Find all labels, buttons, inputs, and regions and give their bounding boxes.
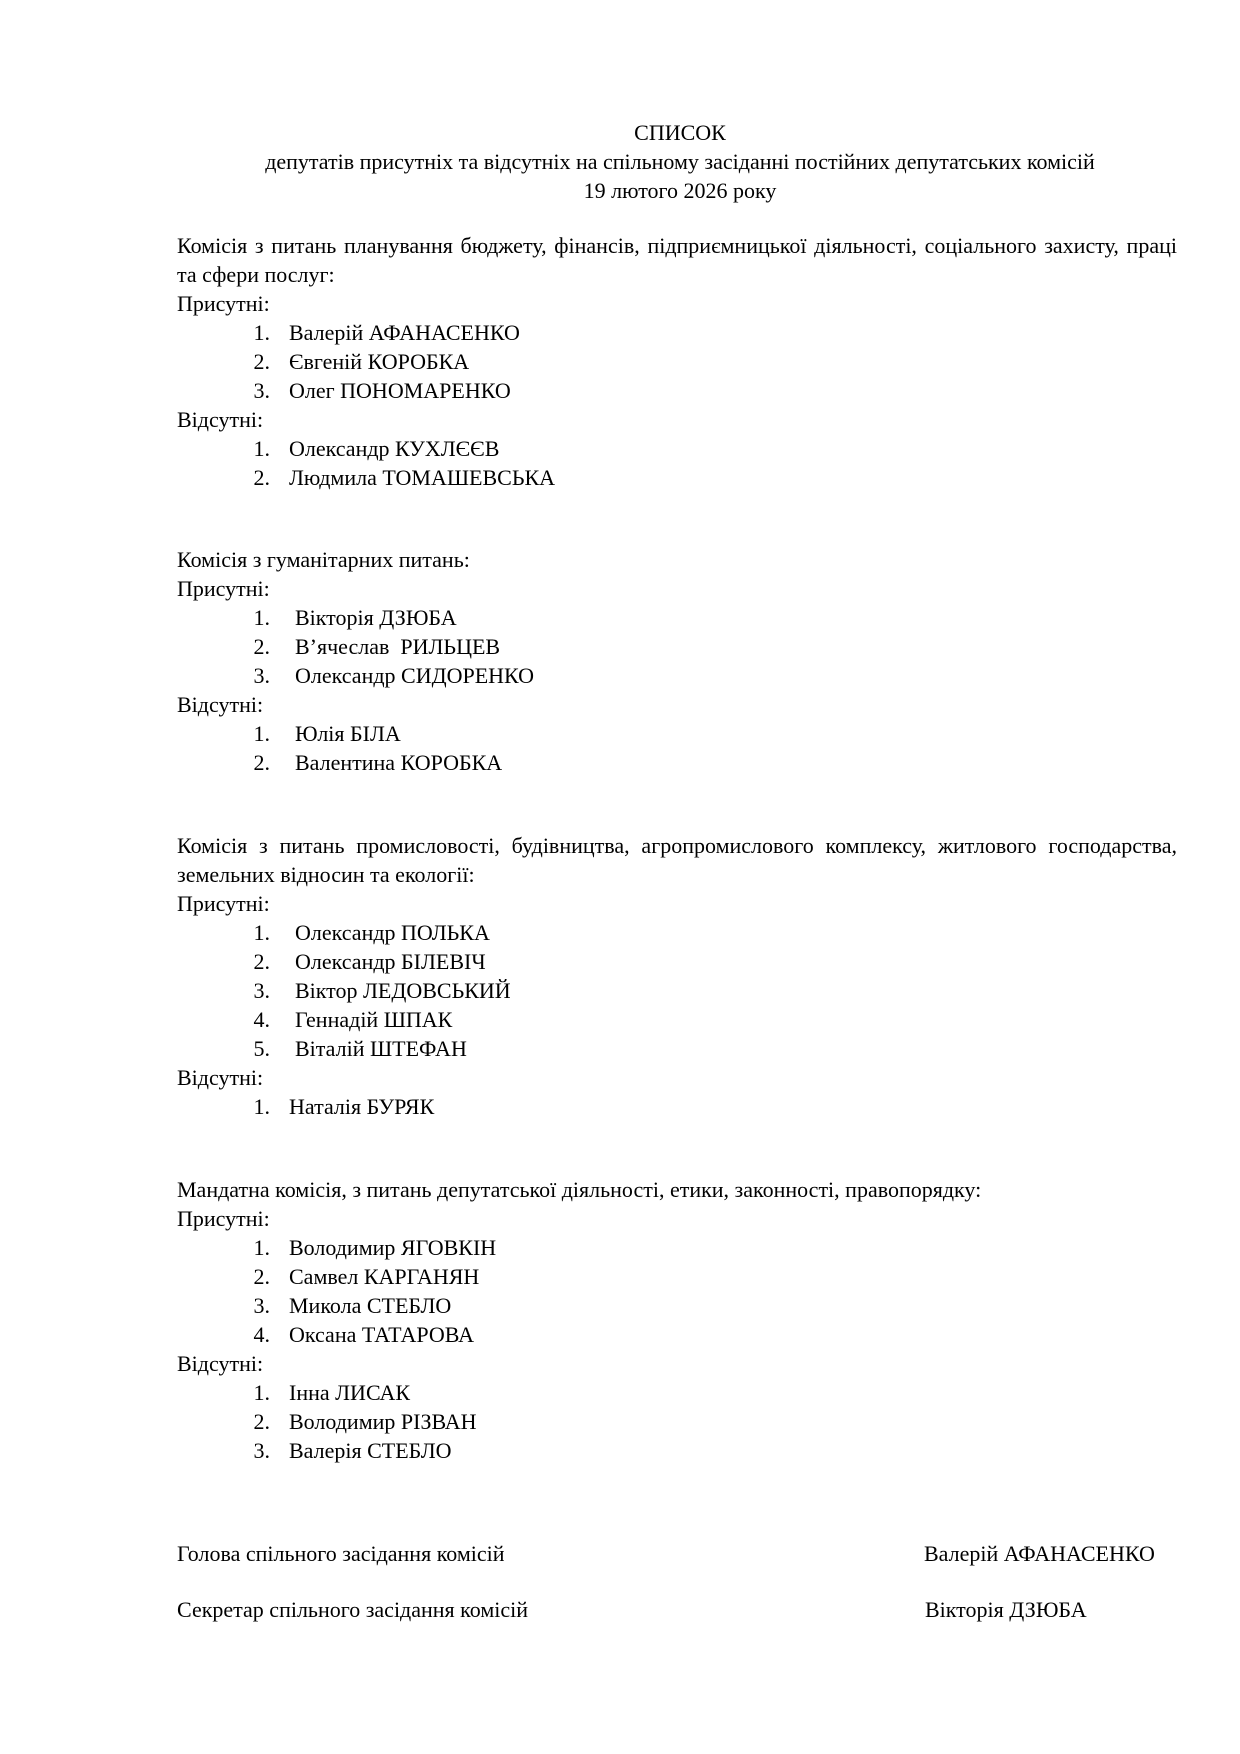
item-number: 1. (253, 721, 270, 746)
deputy-name: Олег ПОНОМАРЕНКО (289, 378, 511, 403)
present-list (177, 918, 1177, 1063)
deputy-name: Людмила ТОМАШЕВСЬКА (289, 465, 556, 490)
present-list (177, 603, 1177, 690)
absent-list (177, 719, 1177, 777)
secretary-role: Секретар спільного засідання комісій (177, 1597, 529, 1622)
item-number: 1. (253, 1380, 270, 1405)
list-item (177, 1436, 1177, 1465)
deputy-name: Володимир ЯГОВКІН (289, 1235, 497, 1260)
item-number: 3. (253, 978, 270, 1003)
list-item (177, 1407, 1177, 1436)
item-number: 1. (253, 605, 270, 630)
absent-list (177, 434, 1177, 492)
deputy-name: Микола СТЕБЛО (289, 1293, 452, 1318)
deputy-name: В’ячеслав РИЛЬЦЕВ (295, 634, 501, 659)
absent-label: Відсутні: (177, 407, 264, 432)
deputy-name: Геннадій ШПАК (295, 1007, 453, 1032)
absent-label: Відсутні: (177, 1065, 264, 1090)
list-item (177, 1378, 1177, 1407)
item-number: 1. (253, 1094, 270, 1119)
absent-list (177, 1378, 1177, 1465)
list-item (177, 463, 1177, 492)
document-header (180, 118, 1180, 205)
item-number: 5. (253, 1036, 270, 1061)
list-item (177, 1320, 1177, 1349)
deputy-name: Вікторія ДЗЮБА (295, 605, 457, 630)
item-number: 1. (253, 920, 270, 945)
deputy-name: Самвел КАРГАНЯН (289, 1264, 480, 1289)
present-label: Присутні: (177, 291, 270, 316)
commission-title: Комісія з питань промисловості, будівництва, агропромислового комплексу, житлового господарства, земельних відносин та екології: (177, 833, 1177, 887)
item-number: 2. (253, 1409, 270, 1434)
chair-name: Валерій АФАНАСЕНКО (924, 1541, 1155, 1566)
list-item (177, 719, 1177, 748)
list-item (177, 1005, 1177, 1034)
list-item (177, 434, 1177, 463)
item-number: 1. (253, 436, 270, 461)
list-item (177, 976, 1177, 1005)
present-list (177, 318, 1177, 405)
chair-role: Голова спільного засідання комісій (177, 1541, 505, 1566)
document-title: СПИСОК (634, 120, 726, 145)
deputy-name: Валентина КОРОБКА (295, 750, 503, 775)
list-item (177, 1233, 1177, 1262)
list-item (177, 1034, 1177, 1063)
item-number: 2. (253, 349, 270, 374)
deputy-name: Валерій АФАНАСЕНКО (289, 320, 520, 345)
deputy-name: Віктор ЛЕДОВСЬКИЙ (295, 978, 511, 1003)
list-item (177, 347, 1177, 376)
present-label: Присутні: (177, 1206, 270, 1231)
list-item (177, 603, 1177, 632)
deputy-name: Олександр БІЛЕВІЧ (295, 949, 486, 974)
list-item (177, 661, 1177, 690)
item-number: 2. (253, 1264, 270, 1289)
commission-title: Мандатна комісія, з питань депутатської діяльності, етики, законності, правопорядку: (177, 1177, 982, 1202)
deputy-name: Олександр КУХЛЄЄВ (289, 436, 500, 461)
item-number: 2. (253, 634, 270, 659)
item-number: 1. (253, 1235, 270, 1260)
deputy-name: Юлія БІЛА (295, 721, 401, 746)
item-number: 1. (253, 320, 270, 345)
list-item (177, 947, 1177, 976)
commission-title: Комісія з питань планування бюджету, фінансів, підприємницької діяльності, соціального захисту, праці та сфери послуг: (177, 233, 1177, 287)
list-item (177, 918, 1177, 947)
commission-budget (177, 231, 1177, 492)
absent-list (177, 1092, 1177, 1121)
list-item (177, 748, 1177, 777)
list-item (177, 1291, 1177, 1320)
item-number: 3. (253, 1438, 270, 1463)
item-number: 2. (253, 465, 270, 490)
list-item (177, 318, 1177, 347)
commission-title: Комісія з гуманітарних питань: (177, 547, 470, 572)
chair-signature-row (177, 1539, 1177, 1568)
deputy-name: Наталія БУРЯК (289, 1094, 435, 1119)
item-number: 3. (253, 1293, 270, 1318)
commission-industry (177, 831, 1177, 1121)
commission-mandate (177, 1175, 1177, 1465)
present-label: Присутні: (177, 576, 270, 601)
secretary-signature-row (177, 1595, 1177, 1624)
commission-humanitarian (177, 545, 1177, 777)
list-item (177, 632, 1177, 661)
item-number: 2. (253, 949, 270, 974)
document-subtitle: депутатів присутніх та відсутніх на спільному засіданні постійних депутатських комісій (265, 149, 1095, 174)
secretary-name: Вікторія ДЗЮБА (925, 1597, 1087, 1622)
list-item (177, 1092, 1177, 1121)
deputy-name: Оксана ТАТАРОВА (289, 1322, 474, 1347)
item-number: 4. (253, 1322, 270, 1347)
item-number: 3. (253, 663, 270, 688)
absent-label: Відсутні: (177, 1351, 264, 1376)
item-number: 3. (253, 378, 270, 403)
present-label: Присутні: (177, 891, 270, 916)
deputy-name: Володимир РІЗВАН (289, 1409, 477, 1434)
item-number: 2. (253, 750, 270, 775)
deputy-name: Валерія СТЕБЛО (289, 1438, 452, 1463)
document-date: 19 лютого 2026 року (583, 178, 777, 203)
deputy-name: Віталій ШТЕФАН (295, 1036, 467, 1061)
present-list (177, 1233, 1177, 1349)
deputy-name: Олександр ПОЛЬКА (295, 920, 490, 945)
deputy-name: Інна ЛИСАК (289, 1380, 411, 1405)
item-number: 4. (253, 1007, 270, 1032)
list-item (177, 376, 1177, 405)
absent-label: Відсутні: (177, 692, 264, 717)
list-item (177, 1262, 1177, 1291)
deputy-name: Євгеній КОРОБКА (289, 349, 470, 374)
deputy-name: Олександр СИДОРЕНКО (295, 663, 535, 688)
